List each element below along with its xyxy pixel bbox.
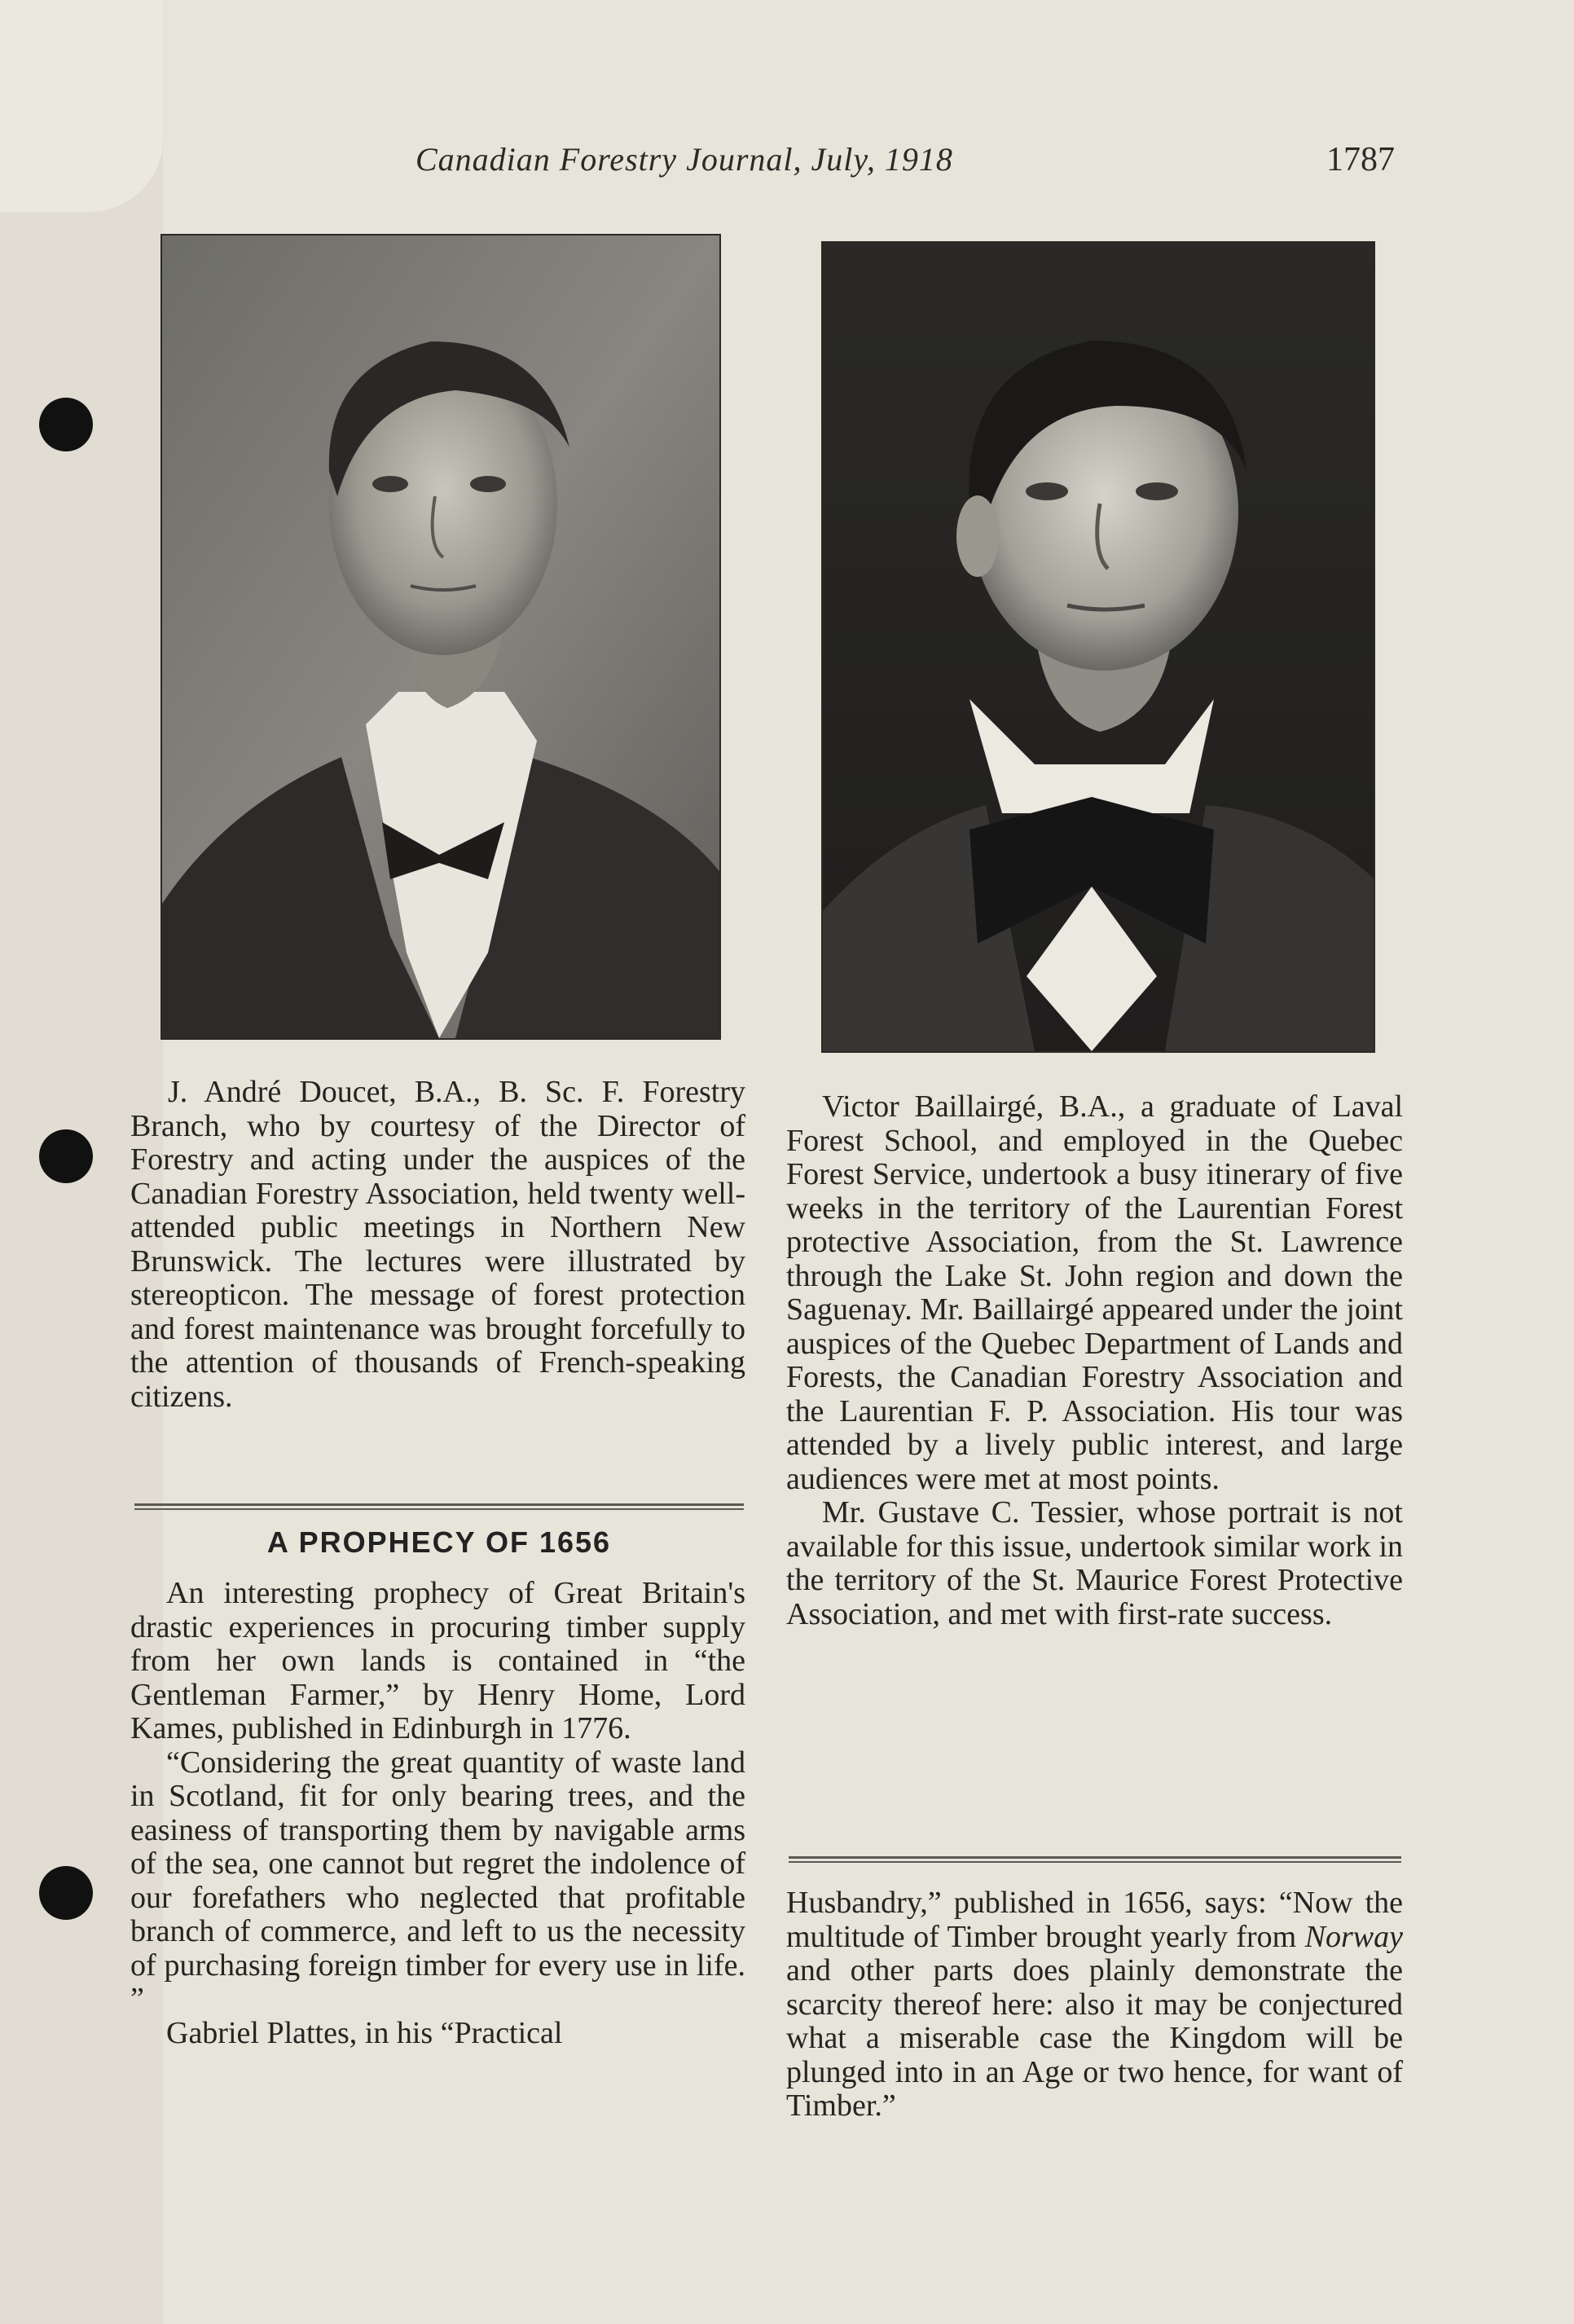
section-divider: [134, 1503, 744, 1510]
running-head: Canadian Forestry Journal, July, 1918: [415, 141, 953, 178]
punch-hole: [39, 1129, 93, 1183]
portrait-photo-doucet: [160, 234, 721, 1040]
portrait-illustration: [162, 235, 719, 1038]
text-run: Husbandry,” published in 1656, says: “Now the multitude of Timber brought yearly from: [786, 1886, 1403, 1954]
caption-baillairge: Victor Baillairgé, B.A., a graduate of Laval Forest School, and employed in the Quebec Forest Service, undertook a busy itinerary of five weeks in the territory of the Laurentian Forest protective Association, from the St. Lawrence through the Lake St. John region and down the Saguenay. Mr. Baillairgé appeared under the joint auspices of the Quebec Department of Lands and Forests, the Canadian Forestry Association and the Laurentian F. P. Association. His tour was attended by a lively public interest, and large audiences were met at most points.: [786, 1089, 1403, 1496]
caption-tessier: Mr. Gustave C. Tessier, whose portrait is not available for this issue, undertook similar work in the territory of the St. Maurice Forest Protective Association, and met with first-rate success.: [786, 1495, 1403, 1631]
paragraph: “Considering the great quantity of waste land in Scotland, fit for only bearing trees, and the easiness of transporting them by navigable arms of the sea, one cannot but regret the indolence of our forefathers who neglected that profitable branch of commerce, and left to us the necessity of purchasing foreign timber for every use in life. ”: [130, 1745, 745, 2016]
paragraph: An interesting prophecy of Great Britain's drastic experiences in procuring timber supply from her own lands is contained in “the Gentleman Farmer,” by Henry Home, Lord Kames, published in Edinburgh in 1776.: [130, 1576, 745, 1745]
portrait-photo-baillairge: [821, 241, 1375, 1053]
article-body-right: [786, 1886, 1403, 2124]
text-run: and other parts does plainly demonstrate the scarcity thereof here: also it may be conjectured what a miserable case the Kingdom will be plunged into in an Age or two hence, for want of Timber.”: [786, 1953, 1403, 2123]
caption-doucet: J. André Doucet, B.A., B. Sc. F. Forestry Branch, who by courtesy of the Director of Forestry and acting under the auspices of the Canadian Forestry Association, held twenty well-attended public meetings in Northern New Brunswick. The lectures were illustrated by stereopticon. The message of forest protection and forest maintenance was brought forcefully to the attention of thousands of French-speaking citizens.: [130, 1075, 745, 1414]
section-heading: A PROPHECY OF 1656: [266, 1525, 612, 1559]
page-number: 1787: [1326, 141, 1395, 178]
captions-right: [786, 1090, 1403, 1631]
page-corner-fold: [0, 0, 163, 212]
column-divider: [789, 1856, 1401, 1863]
portrait-illustration: [823, 243, 1374, 1051]
paragraph: Gabriel Plattes, in his “Practical: [166, 2015, 563, 2050]
punch-hole: [39, 398, 93, 451]
article-body-left: [130, 1577, 745, 2050]
punch-hole: [39, 1866, 93, 1920]
italic-word: Norway: [1304, 1919, 1403, 1954]
paragraph-continuation: [786, 1886, 1403, 2124]
